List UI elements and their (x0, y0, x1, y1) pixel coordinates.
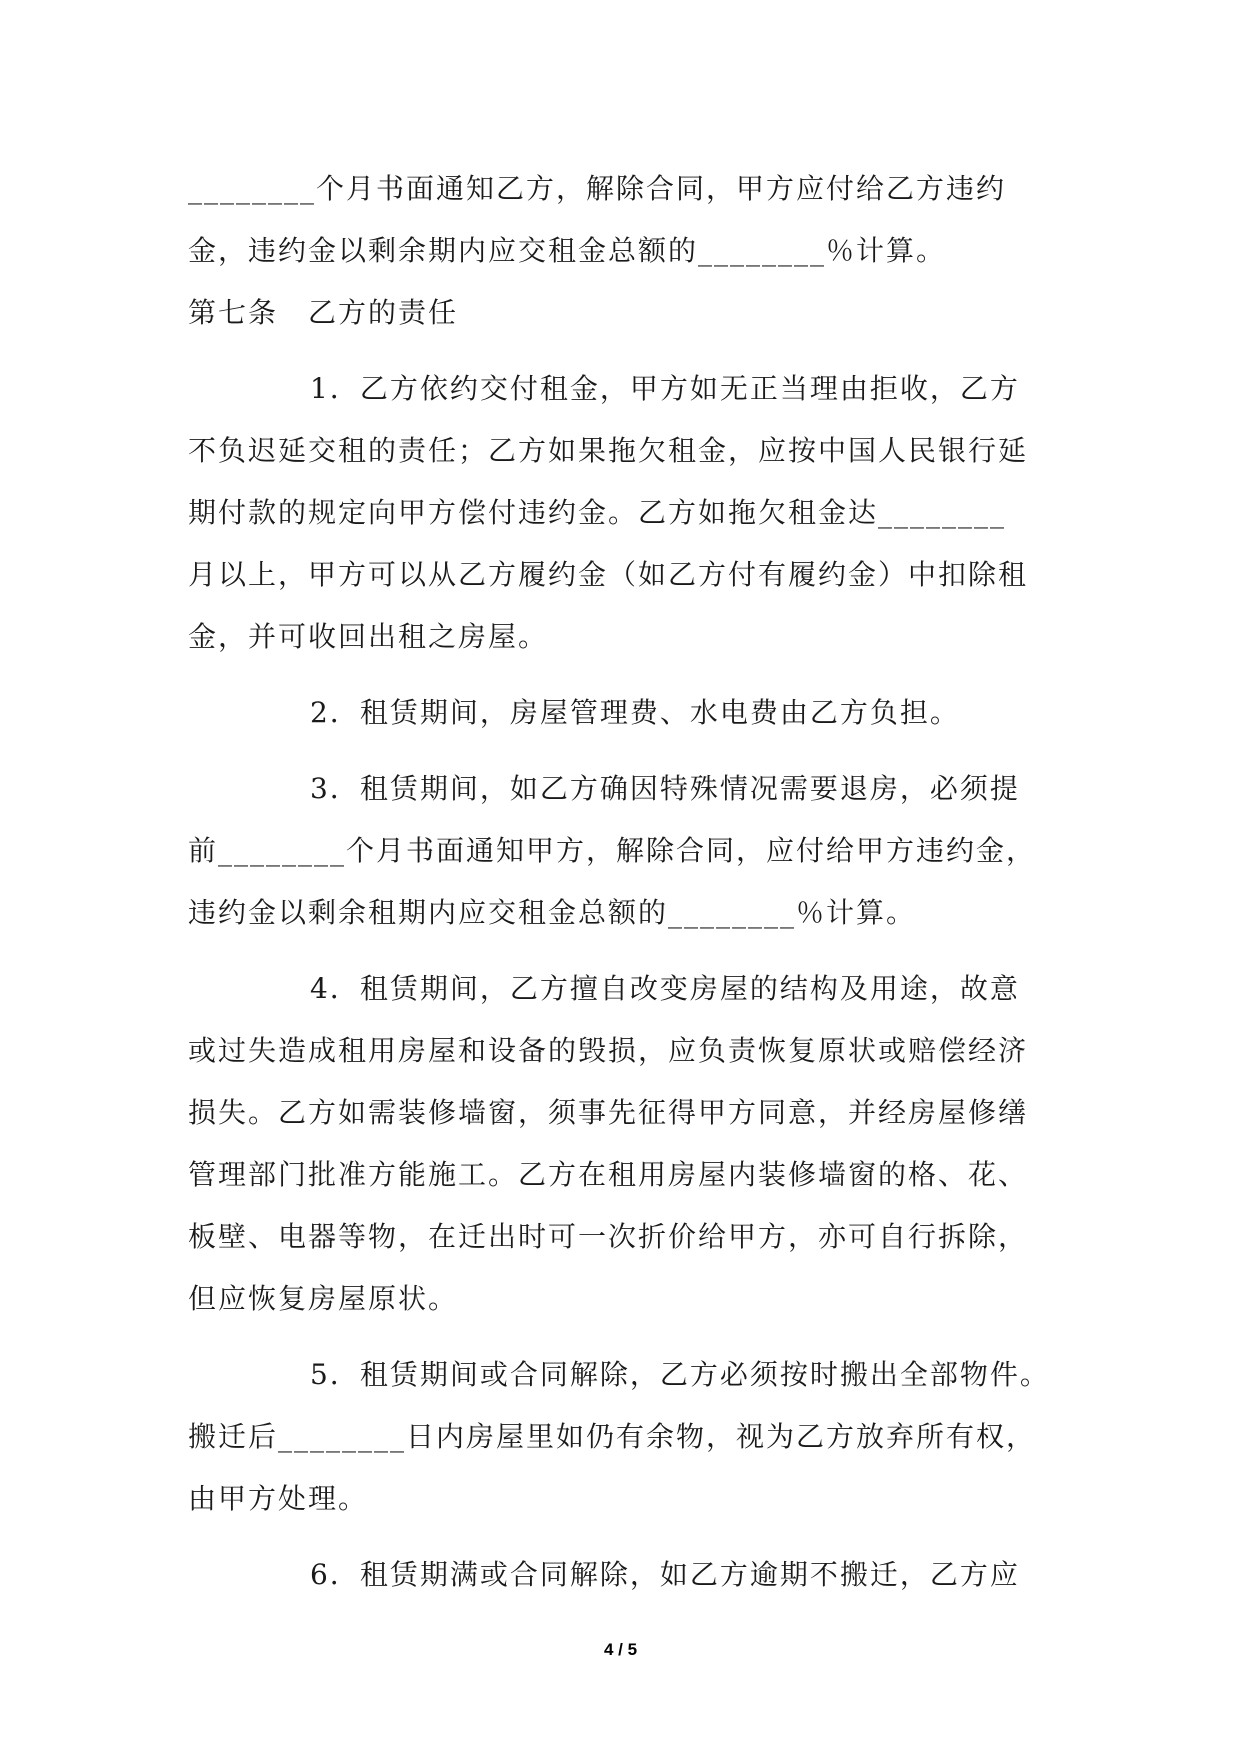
text-line: 管理部门批准方能施工。乙方在租用房屋内装修墙窗的格、花、 (188, 1158, 1029, 1191)
clause-2: 2．租赁期间，房屋管理费、水电费由乙方负担。 (310, 696, 960, 729)
document-body (188, 158, 1068, 1606)
text-line: 月以上，甲方可以从乙方履约金（如乙方付有履约金）中扣除租 (188, 558, 1029, 591)
clause-5-start: 5．租赁期间或合同解除，乙方必须按时搬出全部物件。 (310, 1358, 1050, 1391)
text-line: ________个月书面通知乙方，解除合同，甲方应付给乙方违约 (188, 172, 1007, 205)
clause-6-start: 6．租赁期满或合同解除，如乙方逾期不搬迁，乙方应 (310, 1558, 1020, 1591)
section-heading: 第七条 乙方的责任 (188, 296, 459, 329)
page-number: 4 / 5 (603, 1640, 638, 1659)
text-line: 金，违约金以剩余期内应交租金总额的________％计算。 (188, 234, 947, 267)
text-line: 金，并可收回出租之房屋。 (188, 620, 549, 653)
text-line: 或过失造成租用房屋和设备的毁损，应负责恢复原状或赔偿经济 (188, 1034, 1029, 1067)
clause-1-start: 1．乙方依约交付租金，甲方如无正当理由拒收，乙方 (310, 372, 1020, 405)
text-line: 由甲方处理。 (188, 1482, 369, 1515)
text-line: 搬迁后________日内房屋里如仍有余物，视为乙方放弃所有权， (188, 1420, 1037, 1453)
text-line: 前________个月书面通知甲方，解除合同，应付给甲方违约金， (188, 834, 1037, 867)
text-line: 损失。乙方如需装修墙窗，须事先征得甲方同意，并经房屋修缮 (188, 1096, 1029, 1129)
clause-3-start: 3．租赁期间，如乙方确因特殊情况需要退房，必须提 (310, 772, 1020, 805)
text-line: 违约金以剩余租期内应交租金总额的________％计算。 (188, 896, 917, 929)
text-line: 板壁、电器等物，在迁出时可一次折价给甲方，亦可自行拆除， (188, 1220, 1029, 1253)
clause-4-start: 4．租赁期间，乙方擅自改变房屋的结构及用途，故意 (310, 972, 1020, 1005)
text-line: 但应恢复房屋原状。 (188, 1282, 459, 1315)
text-line: 期付款的规定向甲方偿付违约金。乙方如拖欠租金达________ (188, 496, 1007, 529)
text-line: 不负迟延交租的责任；乙方如果拖欠租金，应按中国人民银行延 (188, 434, 1029, 467)
